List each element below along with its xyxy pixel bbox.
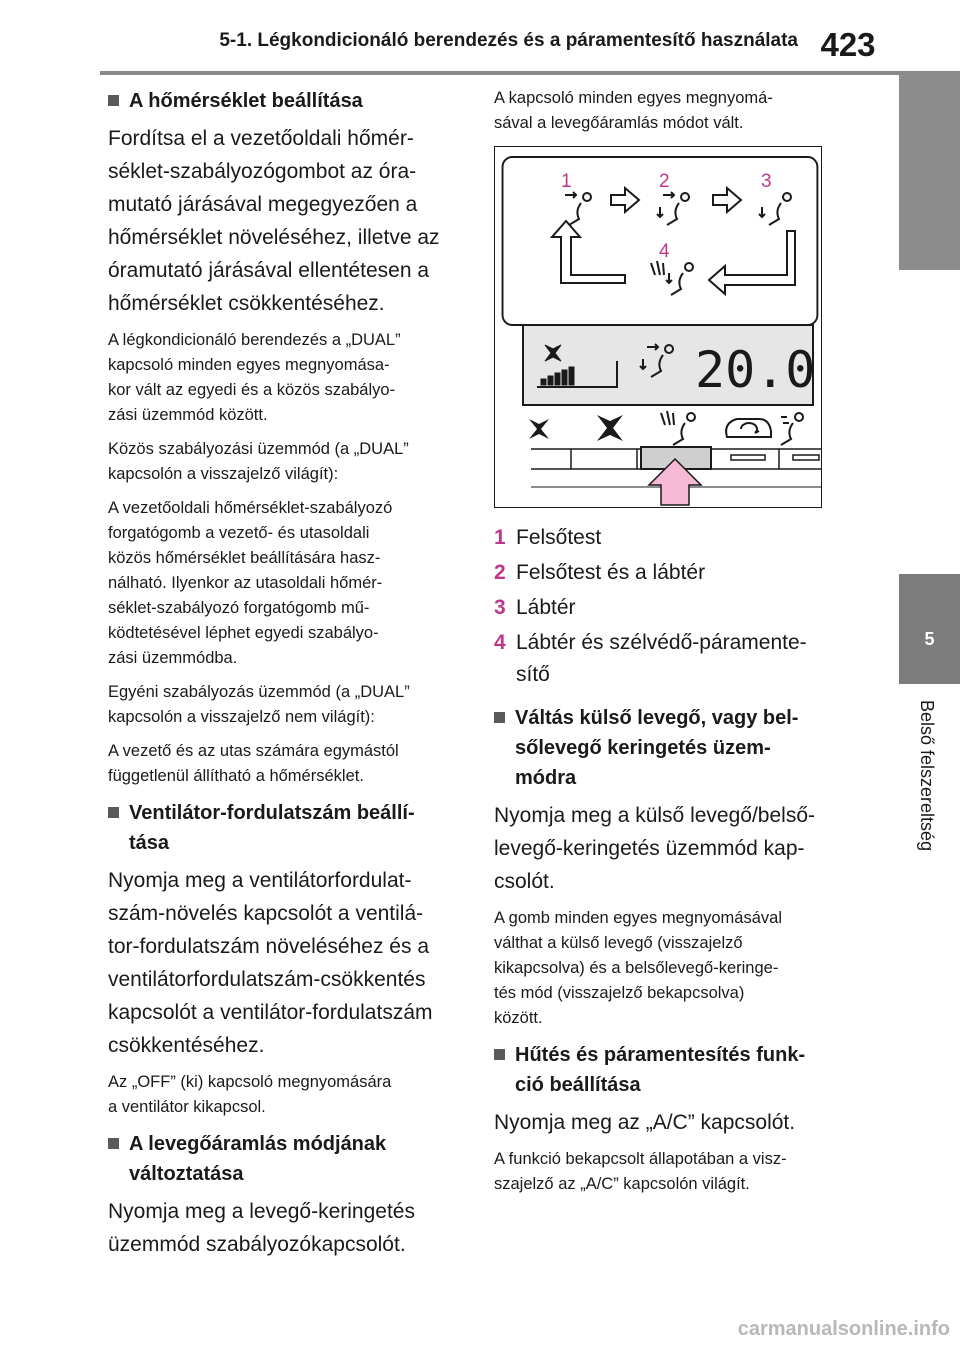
recirculation-icon (726, 419, 771, 437)
bullet-square-icon (108, 95, 119, 106)
fan-up-icon (597, 415, 623, 441)
legend-item (494, 592, 850, 624)
body-text: Fordítsa el a vezetőoldali hőmér- séklet-szabályozógombot az óra- mutató járásával megegyezően a hőmérséklet növeléséhez, illetve az óramutató járásával ellentétesen a hőmérséklet csökkentéséhez. (108, 127, 440, 315)
legend-text: Felsőtest (516, 526, 602, 549)
heading-text: Hűtés és páramentesítés funk- ció beállítása (515, 1044, 806, 1096)
page-number: 423 (820, 26, 876, 63)
lcd-temperature: 20.0 (695, 341, 816, 399)
section-heading-ac (494, 1040, 850, 1100)
legend-number: 3 (494, 596, 506, 619)
legend-number: 1 (494, 526, 506, 549)
fan-down-icon (529, 419, 549, 439)
mode-button-icon (661, 411, 695, 445)
body-text: Nyomja meg a külső levegő/belső- levegő-keringetés üzemmód kap- csolót. (494, 804, 815, 893)
section-heading-temperature (108, 86, 458, 116)
bullet-square-icon (494, 712, 505, 723)
note-text: A vezető és az utas számára egymástól függetlenül állítható a hőmérséklet. (108, 742, 399, 785)
right-column (494, 86, 850, 1206)
heading-text: A levegőáramlás módjának változtatása (129, 1133, 387, 1185)
side-grey-bar (899, 74, 960, 270)
note-text: Az „OFF” (ki) kapcsoló megnyomására a ventilátor kikapcsol. (108, 1073, 392, 1116)
legend-list (494, 522, 850, 691)
body-text: Nyomja meg a levegő-keringetés üzemmód szabályozókapcsolót. (108, 1200, 415, 1256)
note-text: A funkció bekapcsolt állapotában a visz- szajelző az „A/C” kapcsolón világít. (494, 1150, 787, 1193)
section-heading-fan (108, 798, 458, 858)
left-column (108, 86, 458, 1269)
note-text: Egyéni szabályozás üzemmód (a „DUAL” kapcsolón a visszajelző nem világít): (108, 683, 410, 726)
heading-text: Váltás külső levegő, vagy bel- sőlevegő keringetés üzem- módra (515, 707, 799, 789)
mode-number-2: 2 (659, 171, 670, 192)
legend-item (494, 627, 850, 691)
legend-item (494, 522, 850, 554)
chapter-tab[interactable] (899, 574, 960, 684)
watermark: carmanualsonline.info (737, 1318, 950, 1340)
airflow-mode-diagram (495, 147, 821, 507)
header-title: 5-1. Légkondicionáló berendezés és a páramentesítő használata (219, 30, 798, 51)
body-text: Nyomja meg a ventilátorfordulat- szám-növelés kapcsolót a ventilá- tor-fordulatszám növeléséhez és a ventilátorfordulatszám-csökkentés kapcsolót a ventilátor-fordulatszám csökkentéséhez. (108, 869, 433, 1057)
header-rule (100, 71, 960, 75)
outside-air-icon (781, 413, 803, 445)
chapter-label: Belső felszereltség (917, 700, 937, 852)
note-text: A gomb minden egyes megnyomásával válthat a külső levegő (visszajelző kikapcsolva) és a belsőlevegő-keringe- tés mód (visszajelző bekapcsolva) között. (494, 909, 782, 1027)
section-heading-recirculation (494, 703, 850, 793)
body-text: Nyomja meg az „A/C” kapcsolót. (494, 1111, 796, 1134)
mode-number-4: 4 (659, 241, 670, 262)
bullet-square-icon (108, 1138, 119, 1149)
legend-text: Lábtér és szélvédő-páramente- sítő (516, 631, 807, 686)
bullet-square-icon (108, 807, 119, 818)
note-text: A légkondicionáló berendezés a „DUAL” kapcsoló minden egyes megnyomása- kor vált az egyedi és a közös szabályo- zási üzemmód között. (108, 331, 401, 424)
mode-number-1: 1 (561, 171, 572, 192)
heading-text: Ventilátor-fordulatszám beállí- tása (129, 802, 415, 854)
section-heading-airflow (108, 1129, 458, 1189)
mode-number-3: 3 (761, 171, 772, 192)
legend-text: Lábtér (516, 596, 576, 619)
legend-number: 4 (494, 631, 506, 654)
chapter-number: 5 (924, 629, 935, 649)
intro-text: A kapcsoló minden egyes megnyomá- sával a levegőáramlás módot vált. (494, 89, 773, 132)
legend-number: 2 (494, 561, 506, 584)
heading-text: A hőmérséklet beállítása (129, 90, 363, 112)
note-text: Közös szabályozási üzemmód (a „DUAL” kapcsolón a visszajelző világít): (108, 440, 409, 483)
legend-item (494, 557, 850, 589)
bullet-square-icon (494, 1049, 505, 1060)
legend-text: Felsőtest és a lábtér (516, 561, 706, 584)
note-text: A vezetőoldali hőmérséklet-szabályozó forgatógomb a vezető- és utasoldali közös hőmérséklet beállítására hasz- nálható. Ilyenkor az utasoldali hőmér- séklet-szabályozó forgatógomb mű- ködtetésével léphet egyedi szabályo- zási üzemmódba. (108, 499, 393, 667)
airflow-mode-figure (494, 146, 822, 508)
